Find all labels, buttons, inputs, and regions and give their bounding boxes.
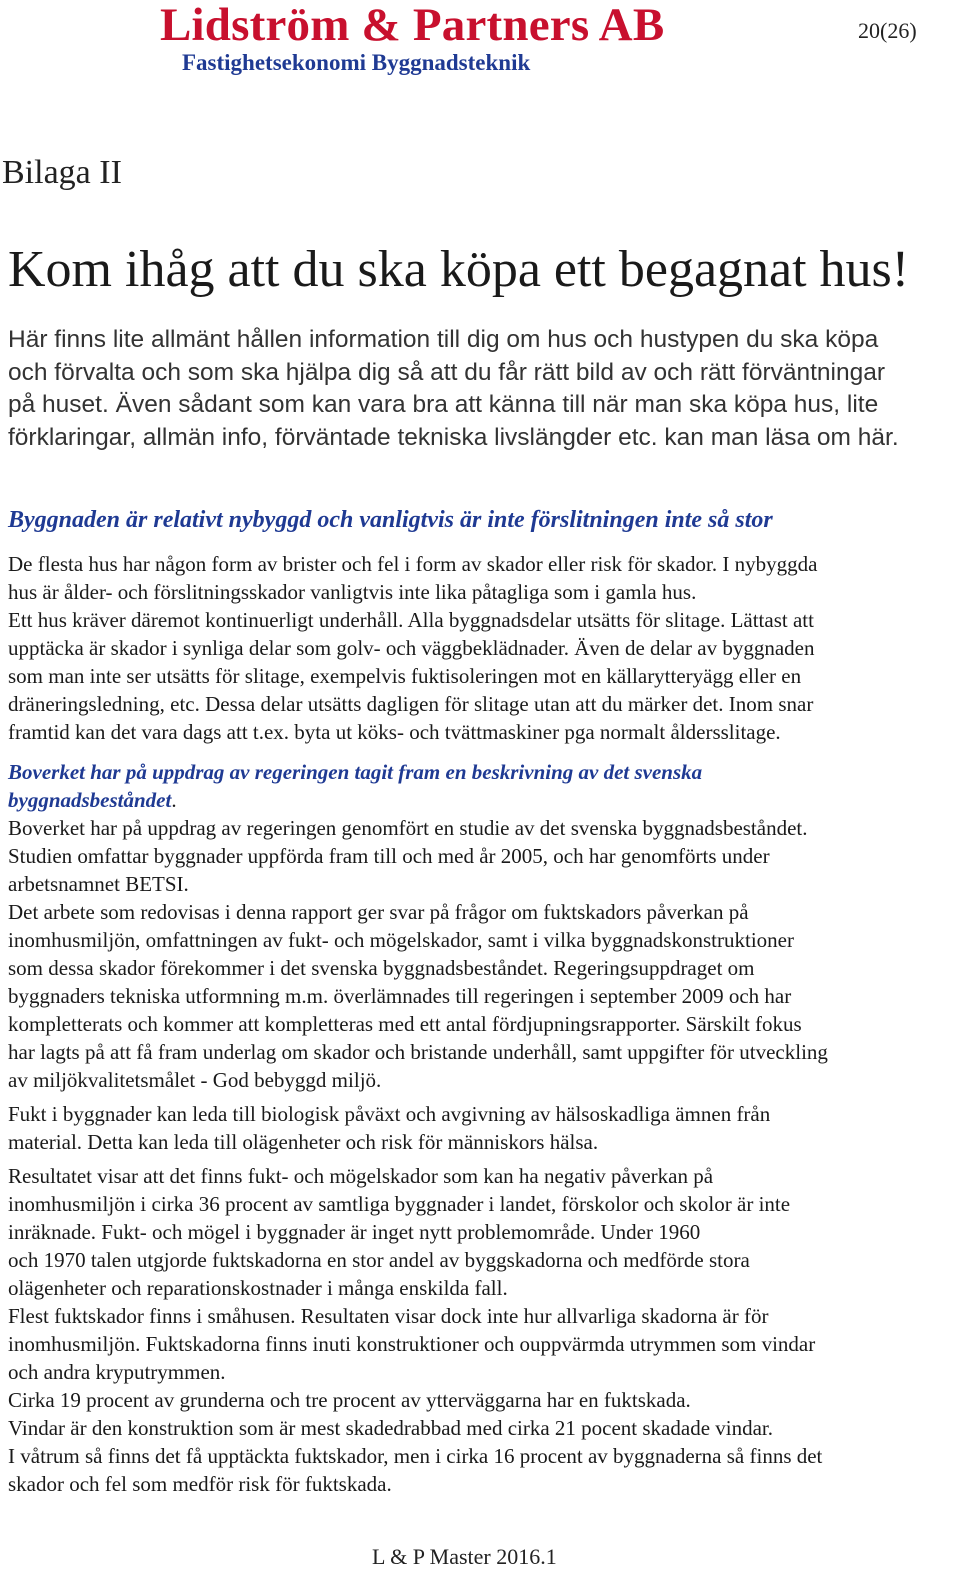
paragraph-line: har lagts på att få fram underlag om skador och bristande underhåll, samt uppgifter för utveckling — [8, 1040, 828, 1064]
paragraph-line: Flest fuktskador finns i småhusen. Resultaten visar dock inte hur allvarliga skadorna är för — [8, 1304, 769, 1328]
paragraph-line: Cirka 19 procent av grunderna och tre procent av ytterväggarna har en fuktskada. — [8, 1388, 691, 1412]
paragraph-line: Boverket har på uppdrag av regeringen genomfört en studie av det svenska byggnadsbeståndet. — [8, 816, 808, 840]
paragraph-line: Studien omfattar byggnader uppförda fram till och med år 2005, och har genomförts under — [8, 844, 770, 868]
intro-paragraph — [8, 324, 958, 454]
paragraph-line: Resultatet visar att det finns fukt- och mögelskador som kan ha negativ påverkan på — [8, 1164, 714, 1188]
section-paragraph-results — [8, 1162, 960, 1498]
page-title: Kom ihåg att du ska köpa ett begagnat hus! — [8, 241, 910, 298]
page-number: 20(26) — [858, 18, 917, 43]
paragraph-line: byggnaders tekniska utformning m.m. överlämnades till regeringen i september 2009 och har — [8, 984, 792, 1008]
paragraph-line: skador och fel som medför risk för fuktskada. — [8, 1472, 392, 1496]
section-paragraph-health — [8, 1100, 960, 1156]
heading-period: . — [171, 788, 177, 812]
paragraph-line: inräknade. Fukt- och mögel i byggnader är inget nytt problemområde. Under 1960 — [8, 1220, 701, 1244]
paragraph-line: framtid kan det vara dags att t.ex. byta ut köks- och tvättmaskiner pga normalt åldersslitage. — [8, 720, 781, 744]
heading-line-text: byggnadsbeståndet — [8, 788, 172, 812]
paragraph-line: inomhusmiljön. Fuktskadorna finns inuti konstruktioner och ouppvärmda utrymmen som vindar — [8, 1332, 816, 1356]
paragraph-line: upptäcka är skador i synliga delar som golv- och väggbeklädnader. Även de delar av byggnaden — [8, 636, 815, 660]
paragraph-line: Fukt i byggnader kan leda till biologisk påväxt och avgivning av hälsoskadliga ämnen från — [8, 1102, 771, 1126]
paragraph-line: av miljökvalitetsmålet - God bebyggd miljö. — [8, 1068, 382, 1092]
section-heading-boverket — [8, 758, 908, 814]
paragraph-line: De flesta hus har någon form av brister och fel i form av skador eller risk för skador. I nybyggda — [8, 552, 818, 576]
paragraph-line: arbetsnamnet BETSI. — [8, 872, 189, 896]
paragraph-line: Vindar är den konstruktion som är mest skadedrabbad med cirka 21 pocent skadade vindar. — [8, 1416, 774, 1440]
paragraph-line: inomhusmiljön, omfattningen av fukt- och mögelskador, samt i vilka byggnadskonstruktioner — [8, 928, 794, 952]
section-heading-aging: Byggnaden är relativt nybyggd och vanligtvis är inte förslitningen inte så stor — [8, 507, 773, 533]
paragraph-line: som dessa skador förekommer i det svenska byggnadsbeståndet. Regeringsuppdraget om — [8, 956, 755, 980]
paragraph-line: som man inte ser utsätts för slitage, exempelvis fuktisoleringen mot en källarytteryägg eller en — [8, 664, 802, 688]
heading-line — [8, 786, 908, 814]
paragraph-line: inomhusmiljön i cirka 36 procent av samtliga byggnader i landet, förskolor och skolor är inte — [8, 1192, 791, 1216]
paragraph-line: dräneringsledning, etc. Dessa delar utsätts dagligen för slitage utan att du märker det. Inom snar — [8, 692, 814, 716]
heading-line: Boverket har på uppdrag av regeringen tagit fram en beskrivning av det svenska — [8, 760, 703, 784]
paragraph-line: och andra kryputrymmen. — [8, 1360, 226, 1384]
company-tagline: Fastighetsekonomi Byggnadsteknik — [182, 50, 531, 75]
company-name: Lidström & Partners AB — [160, 0, 665, 51]
appendix-label: Bilaga II — [2, 154, 122, 191]
section-paragraph-aging — [8, 550, 960, 746]
paragraph-line: material. Detta kan leda till olägenheter och risk för människors hälsa. — [8, 1130, 599, 1154]
paragraph-line: I våtrum så finns det få upptäckta fuktskador, men i cirka 16 procent av byggnaderna så finns det — [8, 1444, 823, 1468]
section-paragraph-betsi — [8, 814, 960, 1094]
paragraph-line: kompletterats och kommer att kompletteras med ett antal fördjupningsrapporter. Särskilt fokus — [8, 1012, 802, 1036]
paragraph-line: Det arbete som redovisas i denna rapport ger svar på frågor om fuktskadors påverkan på — [8, 900, 749, 924]
paragraph-line: Ett hus kräver däremot kontinuerligt underhåll. Alla byggnadsdelar utsätts för slitage. Lättast att — [8, 608, 814, 632]
intro-line: och förvalta och som ska hjälpa dig så att du får rätt bild av och rätt förväntningar — [8, 358, 886, 386]
intro-line: på huset. Även sådant som kan vara bra att känna till när man ska köpa hus, lite — [8, 391, 879, 418]
paragraph-line: olägenheter och reparationskostnader i många enskilda fall. — [8, 1276, 508, 1300]
page-footer: L & P Master 2016.1 — [372, 1544, 557, 1569]
intro-line: förklaringar, allmän info, förväntade tekniska livslängder etc. kan man läsa om här. — [8, 423, 899, 451]
paragraph-line: hus är ålder- och förslitningsskador vanligtvis inte lika påtagliga som i gamla hus. — [8, 580, 697, 604]
intro-line: Här finns lite allmänt hållen information till dig om hus och hustypen du ska köpa — [8, 326, 879, 353]
paragraph-line: och 1970 talen utgjorde fuktskadorna en stor andel av byggskadorna och medförde stora — [8, 1248, 750, 1272]
